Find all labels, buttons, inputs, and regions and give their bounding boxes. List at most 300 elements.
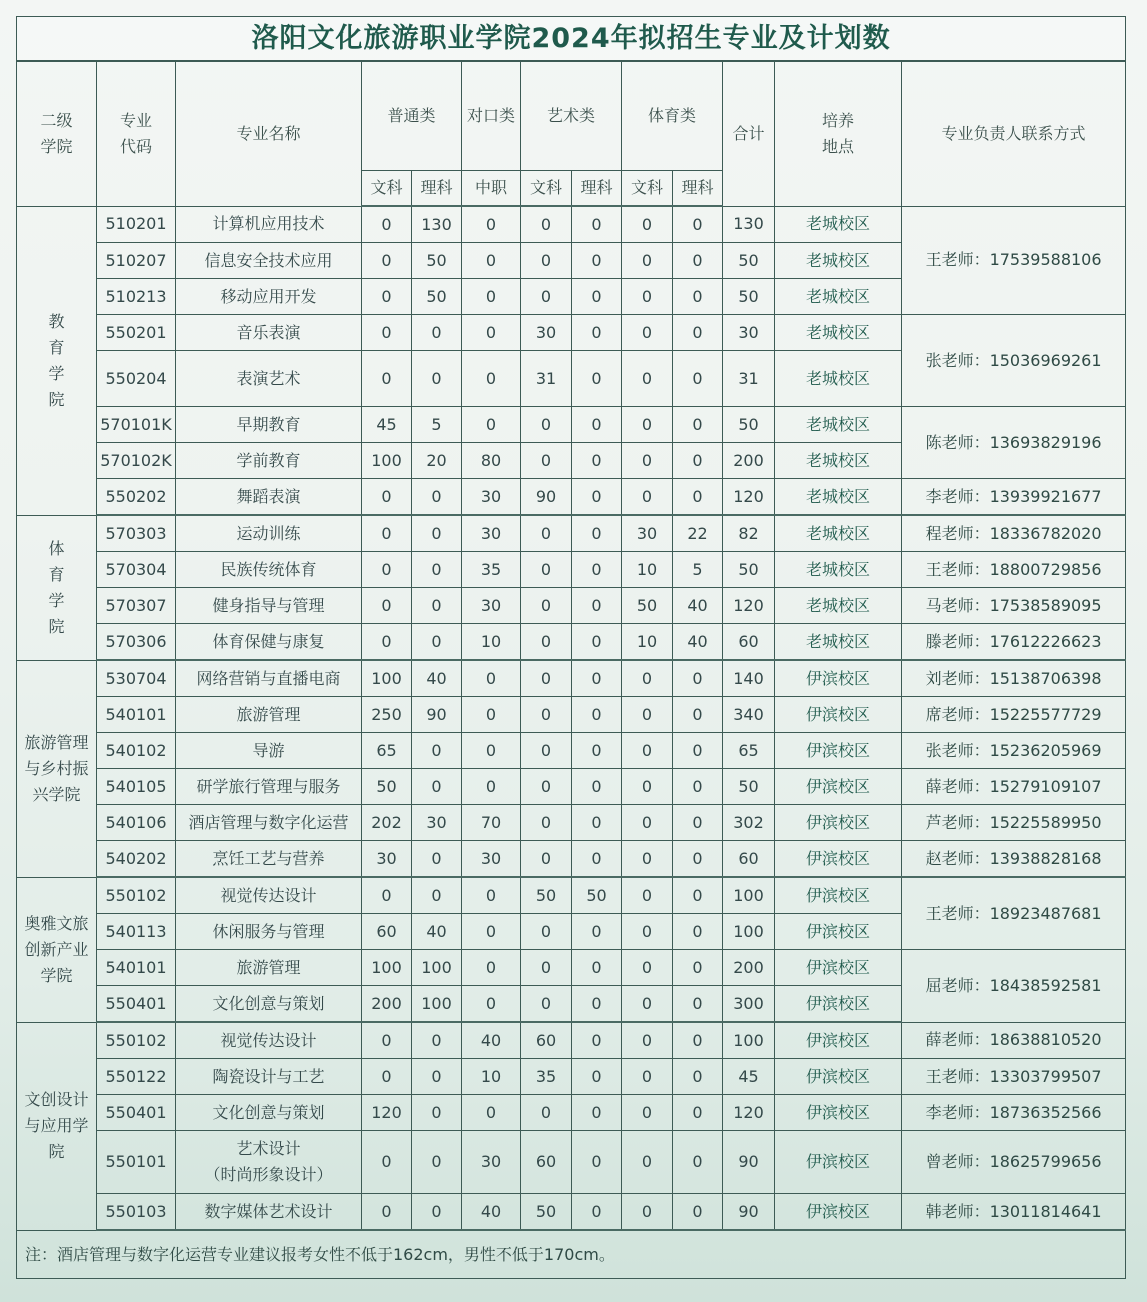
quota-sports-sci: 0 [673,660,723,697]
major-code: 510201 [97,206,176,243]
quota-general-sci: 0 [412,479,462,516]
quota-general-arts: 0 [362,351,412,407]
quota-total: 50 [723,552,775,588]
table-body [17,206,1126,1230]
quota-art-arts: 90 [521,479,572,516]
quota-sports-arts: 50 [622,588,673,624]
major-name: 运动训练 [176,515,362,552]
major-code: 550122 [97,1059,176,1095]
major-code: 550102 [97,877,176,914]
contact-cell: 陈老师：13693829196 [902,407,1126,479]
quota-vocational-mid: 10 [462,1059,521,1095]
quota-vocational-mid: 30 [462,515,521,552]
table-row [17,1022,1126,1059]
major-name: 文化创意与策划 [176,1095,362,1131]
quota-total: 90 [723,1194,775,1231]
quota-vocational-mid: 0 [462,914,521,950]
campus-location: 老城校区 [775,443,902,479]
quota-art-arts: 0 [521,588,572,624]
major-code: 540105 [97,769,176,805]
quota-vocational-mid: 0 [462,315,521,351]
campus-location: 伊滨校区 [775,660,902,697]
quota-art-sci: 0 [572,407,622,443]
table-row [17,515,1126,552]
quota-general-sci: 100 [412,950,462,986]
quota-general-arts: 50 [362,769,412,805]
campus-location: 伊滨校区 [775,914,902,950]
quota-sports-arts: 0 [622,1022,673,1059]
major-name: 休闲服务与管理 [176,914,362,950]
quota-sports-sci: 0 [673,1022,723,1059]
table-row [17,479,1126,516]
quota-general-sci: 0 [412,1131,462,1194]
quota-total: 90 [723,1131,775,1194]
quota-art-sci: 0 [572,206,622,243]
subheader-sports-sci: 理科 [673,171,723,207]
quota-art-sci: 0 [572,1059,622,1095]
major-name: 旅游管理 [176,950,362,986]
quota-sports-arts: 0 [622,986,673,1023]
major-code: 570101K [97,407,176,443]
quota-vocational-mid: 0 [462,279,521,315]
major-code: 570303 [97,515,176,552]
quota-general-arts: 0 [362,1131,412,1194]
quota-general-sci: 0 [412,733,462,769]
quota-vocational-mid: 0 [462,769,521,805]
quota-sports-arts: 0 [622,769,673,805]
quota-total: 120 [723,1095,775,1131]
subheader-general-arts: 文科 [362,171,412,207]
quota-sports-sci: 0 [673,315,723,351]
campus-location: 老城校区 [775,624,902,661]
table-row [17,805,1126,841]
quota-art-arts: 0 [521,660,572,697]
major-name: 舞蹈表演 [176,479,362,516]
campus-location: 伊滨校区 [775,733,902,769]
campus-location: 老城校区 [775,243,902,279]
quota-sports-arts: 0 [622,1059,673,1095]
quota-sports-sci: 0 [673,769,723,805]
quota-general-sci: 0 [412,769,462,805]
quota-total: 120 [723,588,775,624]
quota-art-arts: 50 [521,877,572,914]
major-code: 540101 [97,697,176,733]
quota-art-sci: 0 [572,914,622,950]
header-contact: 专业负责人联系方式 [902,61,1126,206]
table-row [17,624,1126,661]
quota-general-arts: 0 [362,279,412,315]
quota-sports-arts: 0 [622,1194,673,1231]
subheader-art-arts: 文科 [521,171,572,207]
contact-cell: 王老师：13303799507 [902,1059,1126,1095]
campus-location: 老城校区 [775,515,902,552]
quota-total: 50 [723,279,775,315]
table-row [17,733,1126,769]
major-name: 研学旅行管理与服务 [176,769,362,805]
quota-sports-sci: 0 [673,841,723,878]
quota-art-arts: 0 [521,914,572,950]
major-code: 540202 [97,841,176,878]
major-code: 540106 [97,805,176,841]
contact-cell: 李老师：18736352566 [902,1095,1126,1131]
campus-location: 伊滨校区 [775,697,902,733]
quota-general-arts: 120 [362,1095,412,1131]
quota-total: 82 [723,515,775,552]
quota-art-arts: 0 [521,805,572,841]
major-name: 陶瓷设计与工艺 [176,1059,362,1095]
quota-general-sci: 5 [412,407,462,443]
major-code: 530704 [97,660,176,697]
quota-sports-arts: 0 [622,841,673,878]
quota-general-sci: 30 [412,805,462,841]
quota-general-arts: 0 [362,624,412,661]
quota-vocational-mid: 0 [462,660,521,697]
table-row [17,1194,1126,1231]
major-code: 510207 [97,243,176,279]
quota-sports-sci: 0 [673,1095,723,1131]
quota-general-sci: 0 [412,624,462,661]
quota-general-arts: 0 [362,1022,412,1059]
quota-vocational-mid: 30 [462,588,521,624]
quota-art-arts: 0 [521,206,572,243]
quota-vocational-mid: 30 [462,841,521,878]
campus-location: 老城校区 [775,407,902,443]
contact-cell: 屈老师：18438592581 [902,950,1126,1023]
quota-general-sci: 0 [412,1059,462,1095]
major-code: 540113 [97,914,176,950]
quota-vocational-mid: 40 [462,1194,521,1231]
quota-total: 65 [723,733,775,769]
campus-location: 伊滨校区 [775,841,902,878]
enrollment-plan-sheet [16,16,1125,1279]
contact-cell: 张老师：15236205969 [902,733,1126,769]
table-row [17,660,1126,697]
header-location: 培养地点 [775,61,902,206]
contact-cell: 赵老师：13938828168 [902,841,1126,878]
quota-general-sci: 90 [412,697,462,733]
quota-general-sci: 50 [412,243,462,279]
contact-cell: 刘老师：15138706398 [902,660,1126,697]
major-name: 音乐表演 [176,315,362,351]
quota-sports-arts: 0 [622,351,673,407]
quota-art-arts: 0 [521,243,572,279]
major-name: 信息安全技术应用 [176,243,362,279]
quota-sports-arts: 0 [622,279,673,315]
major-code: 570306 [97,624,176,661]
quota-total: 30 [723,315,775,351]
quota-art-arts: 0 [521,1095,572,1131]
quota-general-arts: 0 [362,588,412,624]
campus-location: 老城校区 [775,479,902,516]
quota-general-arts: 0 [362,315,412,351]
quota-art-arts: 0 [521,443,572,479]
quota-sports-sci: 0 [673,407,723,443]
major-name: 移动应用开发 [176,279,362,315]
major-code: 570102K [97,443,176,479]
header-major-name: 专业名称 [176,61,362,206]
campus-location: 老城校区 [775,552,902,588]
major-name: 视觉传达设计 [176,877,362,914]
major-name: 酒店管理与数字化运营 [176,805,362,841]
quota-sports-sci: 0 [673,206,723,243]
quota-art-sci: 0 [572,624,622,661]
quota-art-sci: 0 [572,697,622,733]
quota-vocational-mid: 0 [462,986,521,1023]
quota-art-sci: 0 [572,841,622,878]
major-code: 550103 [97,1194,176,1231]
quota-total: 130 [723,206,775,243]
major-name [176,1131,362,1194]
quota-sports-sci: 0 [673,877,723,914]
quota-vocational-mid: 30 [462,1131,521,1194]
quota-general-arts: 100 [362,443,412,479]
quota-art-sci: 0 [572,279,622,315]
quota-sports-sci: 0 [673,479,723,516]
quota-art-sci: 0 [572,588,622,624]
college-cell: 奥雅文旅创新产业学院 [17,877,97,1022]
quota-total: 120 [723,479,775,516]
college-cell: 文创设计与应用学院 [17,1022,97,1230]
quota-sports-sci: 0 [673,697,723,733]
quota-sports-sci: 0 [673,243,723,279]
quota-total: 50 [723,243,775,279]
subheader-art-sci: 理科 [572,171,622,207]
quota-art-sci: 0 [572,1022,622,1059]
quota-vocational-mid: 0 [462,950,521,986]
quota-art-sci: 0 [572,479,622,516]
major-name: 数字媒体艺术设计 [176,1194,362,1231]
quota-vocational-mid: 0 [462,407,521,443]
campus-location: 伊滨校区 [775,877,902,914]
quota-sports-sci: 5 [673,552,723,588]
campus-location: 老城校区 [775,588,902,624]
contact-cell: 薛老师：15279109107 [902,769,1126,805]
header-vocational: 对口类 [462,61,521,171]
quota-art-arts: 0 [521,986,572,1023]
quota-art-sci: 0 [572,315,622,351]
quota-art-arts: 30 [521,315,572,351]
quota-art-arts: 0 [521,515,572,552]
major-code: 550102 [97,1022,176,1059]
quota-general-arts: 202 [362,805,412,841]
quota-vocational-mid: 0 [462,351,521,407]
quota-sports-sci: 0 [673,914,723,950]
major-name-line2: （时尚形象设计） [204,1165,333,1184]
major-code: 570304 [97,552,176,588]
quota-art-sci: 50 [572,877,622,914]
quota-sports-arts: 0 [622,443,673,479]
table-row [17,950,1126,986]
quota-general-sci: 0 [412,588,462,624]
campus-location: 老城校区 [775,206,902,243]
quota-sports-arts: 10 [622,552,673,588]
quota-general-sci: 0 [412,1022,462,1059]
quota-general-arts: 0 [362,1194,412,1231]
quota-sports-arts: 30 [622,515,673,552]
quota-sports-arts: 0 [622,733,673,769]
table-row [17,1059,1126,1095]
quota-art-sci: 0 [572,769,622,805]
campus-location: 伊滨校区 [775,769,902,805]
quota-art-arts: 50 [521,1194,572,1231]
campus-location: 伊滨校区 [775,805,902,841]
quota-sports-sci: 0 [673,805,723,841]
quota-sports-arts: 10 [622,624,673,661]
quota-vocational-mid: 10 [462,624,521,661]
quota-art-arts: 0 [521,841,572,878]
contact-cell: 韩老师：13011814641 [902,1194,1126,1231]
contact-cell: 芦老师：15225589950 [902,805,1126,841]
quota-sports-sci: 0 [673,986,723,1023]
quota-art-sci: 0 [572,805,622,841]
quota-sports-sci: 0 [673,1194,723,1231]
table-row [17,407,1126,443]
quota-total: 340 [723,697,775,733]
table-row [17,1131,1126,1194]
contact-cell: 李老师：13939921677 [902,479,1126,516]
quota-general-arts: 0 [362,206,412,243]
contact-cell: 王老师：17539588106 [902,206,1126,315]
quota-general-sci: 0 [412,841,462,878]
quota-total: 302 [723,805,775,841]
quota-total: 140 [723,660,775,697]
quota-general-sci: 0 [412,315,462,351]
major-code: 550101 [97,1131,176,1194]
header-art: 艺术类 [521,61,622,171]
quota-art-arts: 0 [521,950,572,986]
quota-vocational-mid: 40 [462,1022,521,1059]
enrollment-plan-table [16,16,1126,1279]
campus-location: 伊滨校区 [775,1059,902,1095]
quota-vocational-mid: 0 [462,1095,521,1131]
quota-sports-arts: 0 [622,407,673,443]
quota-sports-sci: 0 [673,443,723,479]
contact-cell: 马老师：17538589095 [902,588,1126,624]
quota-general-sci: 100 [412,986,462,1023]
quota-general-arts: 0 [362,515,412,552]
contact-cell: 薛老师：18638810520 [902,1022,1126,1059]
table-row [17,206,1126,243]
major-name: 健身指导与管理 [176,588,362,624]
major-name: 体育保健与康复 [176,624,362,661]
quota-art-sci: 0 [572,351,622,407]
contact-cell: 张老师：15036969261 [902,315,1126,407]
major-code: 550401 [97,986,176,1023]
contact-cell: 程老师：18336782020 [902,515,1126,552]
major-name: 计算机应用技术 [176,206,362,243]
quota-art-sci: 0 [572,1131,622,1194]
major-name: 早期教育 [176,407,362,443]
quota-general-sci: 50 [412,279,462,315]
major-name: 文化创意与策划 [176,986,362,1023]
quota-art-sci: 0 [572,1095,622,1131]
quota-art-arts: 0 [521,407,572,443]
quota-sports-arts: 0 [622,950,673,986]
campus-location: 伊滨校区 [775,1095,902,1131]
quota-art-arts: 0 [521,733,572,769]
quota-total: 31 [723,351,775,407]
quota-general-sci: 0 [412,515,462,552]
header-total: 合计 [723,61,775,206]
quota-general-arts: 100 [362,950,412,986]
major-name: 表演艺术 [176,351,362,407]
contact-cell: 王老师：18800729856 [902,552,1126,588]
quota-sports-arts: 0 [622,315,673,351]
quota-sports-sci: 0 [673,279,723,315]
campus-location: 老城校区 [775,279,902,315]
college-cell: 体育学院 [17,515,97,660]
quota-vocational-mid: 0 [462,733,521,769]
quota-art-sci: 0 [572,986,622,1023]
quota-general-sci: 40 [412,914,462,950]
quota-vocational-mid: 0 [462,243,521,279]
quota-art-sci: 0 [572,552,622,588]
campus-location: 伊滨校区 [775,1194,902,1231]
campus-location: 伊滨校区 [775,950,902,986]
campus-location: 伊滨校区 [775,1131,902,1194]
quota-sports-arts: 0 [622,660,673,697]
quota-sports-arts: 0 [622,1131,673,1194]
quota-total: 200 [723,950,775,986]
table-row [17,841,1126,878]
campus-location: 伊滨校区 [775,1022,902,1059]
quota-general-arts: 45 [362,407,412,443]
quota-general-sci: 0 [412,1095,462,1131]
quota-total: 50 [723,769,775,805]
quota-sports-arts: 0 [622,697,673,733]
quota-sports-sci: 22 [673,515,723,552]
page-title: 洛阳文化旅游职业学院2024年拟招生专业及计划数 [17,17,1126,62]
header-code: 专业代码 [97,61,176,206]
major-code: 540102 [97,733,176,769]
quota-art-sci: 0 [572,950,622,986]
footnote: 注：酒店管理与数字化运营专业建议报考女性不低于162cm，男性不低于170cm。 [17,1230,1126,1279]
quota-vocational-mid: 30 [462,479,521,516]
quota-sports-arts: 0 [622,206,673,243]
quota-total: 200 [723,443,775,479]
quota-art-arts: 0 [521,624,572,661]
table-row [17,588,1126,624]
quota-sports-arts: 0 [622,479,673,516]
quota-art-sci: 0 [572,443,622,479]
major-name: 民族传统体育 [176,552,362,588]
header-college: 二级学院 [17,61,97,206]
quota-art-sci: 0 [572,1194,622,1231]
quota-general-sci: 0 [412,351,462,407]
quota-art-sci: 0 [572,733,622,769]
college-cell: 旅游管理与乡村振兴学院 [17,660,97,877]
quota-sports-arts: 0 [622,1095,673,1131]
contact-cell: 王老师：18923487681 [902,877,1126,950]
quota-general-arts: 65 [362,733,412,769]
quota-general-arts: 100 [362,660,412,697]
contact-cell: 曾老师：18625799656 [902,1131,1126,1194]
quota-art-arts: 0 [521,552,572,588]
quota-vocational-mid: 0 [462,206,521,243]
quota-sports-sci: 40 [673,624,723,661]
table-row [17,315,1126,351]
quota-sports-sci: 0 [673,1131,723,1194]
quota-art-arts: 0 [521,769,572,805]
quota-general-arts: 0 [362,479,412,516]
college-cell: 教育学院 [17,206,97,515]
quota-vocational-mid: 0 [462,877,521,914]
contact-cell: 席老师：15225577729 [902,697,1126,733]
contact-cell: 滕老师：17612226623 [902,624,1126,661]
major-name: 旅游管理 [176,697,362,733]
subheader-vocational-mid: 中职 [462,171,521,207]
quota-sports-arts: 0 [622,877,673,914]
